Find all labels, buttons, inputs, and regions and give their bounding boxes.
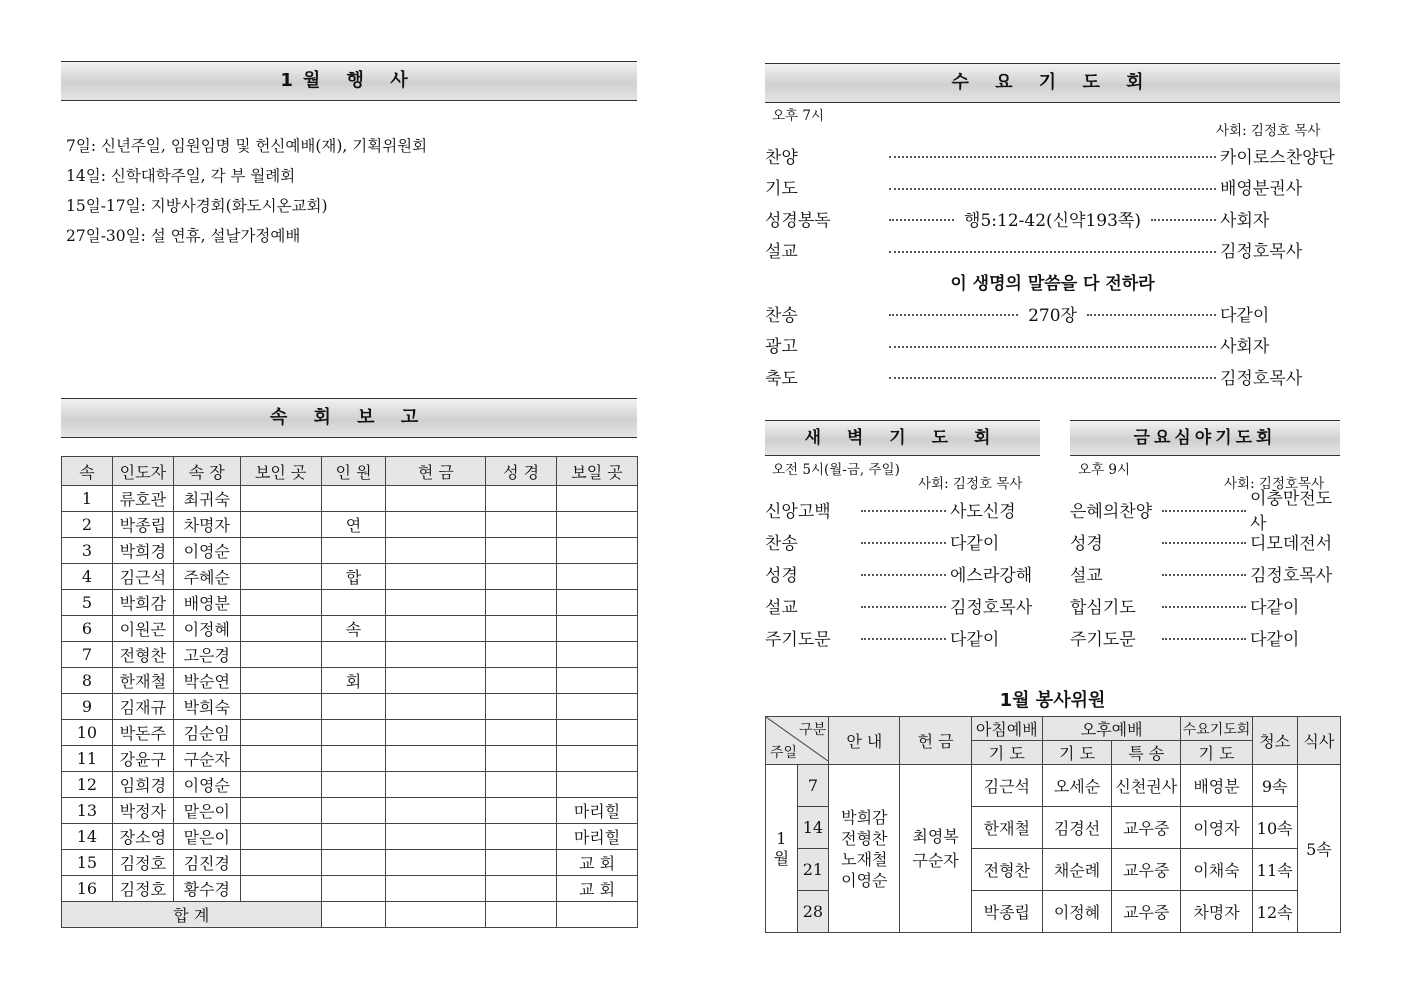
total-label: 합 계 bbox=[62, 902, 322, 928]
order-person: 다같이 bbox=[950, 629, 1000, 650]
table-cell: 채순례 bbox=[1042, 849, 1111, 891]
table-cell: 이영순 bbox=[173, 772, 240, 798]
table-cell bbox=[240, 876, 321, 902]
table-cell: 이채숙 bbox=[1181, 849, 1252, 891]
cell-report-table bbox=[61, 456, 638, 928]
table-cell bbox=[240, 824, 321, 850]
table-cell: 10 bbox=[62, 720, 113, 746]
leader-dots bbox=[861, 638, 946, 640]
table-cell: 김순임 bbox=[173, 720, 240, 746]
table-cell bbox=[240, 694, 321, 720]
table-row bbox=[62, 850, 638, 876]
col-header: 기 도 bbox=[971, 741, 1042, 765]
friday-time: 오후 9시 bbox=[1078, 462, 1131, 478]
table-cell: 교우중 bbox=[1112, 891, 1181, 933]
col-header: 보인 곳 bbox=[240, 457, 321, 486]
table-cell: 김근석 bbox=[112, 564, 173, 590]
leader-dots bbox=[861, 574, 946, 576]
col-header: 보일 곳 bbox=[557, 457, 638, 486]
table-cell: 14 bbox=[62, 824, 113, 850]
table-cell: 4 bbox=[62, 564, 113, 590]
table-cell bbox=[557, 772, 638, 798]
table-cell bbox=[557, 694, 638, 720]
table-cell bbox=[386, 772, 486, 798]
col-header: 기 도 bbox=[1042, 741, 1111, 765]
table-cell: 이영자 bbox=[1181, 807, 1252, 849]
service-header-row bbox=[766, 717, 1341, 741]
table-cell: 8 bbox=[62, 668, 113, 694]
table-cell: 9속 bbox=[1252, 765, 1297, 807]
table-cell bbox=[486, 746, 557, 772]
leader-dots bbox=[1087, 314, 1216, 316]
table-row bbox=[62, 876, 638, 902]
day-cell: 28 bbox=[797, 891, 829, 933]
order-person: 다같이 bbox=[1250, 629, 1300, 650]
table-cell: 13 bbox=[62, 798, 113, 824]
table-cell: 한재철 bbox=[112, 668, 173, 694]
table-cell: 이영순 bbox=[173, 538, 240, 564]
table-cell bbox=[486, 668, 557, 694]
table-cell bbox=[386, 538, 486, 564]
table-cell: 박종립 bbox=[112, 512, 173, 538]
table-cell: 맡은이 bbox=[173, 798, 240, 824]
table-cell bbox=[486, 642, 557, 668]
table-cell bbox=[557, 512, 638, 538]
table-cell: 류호관 bbox=[112, 486, 173, 512]
table-cell bbox=[386, 668, 486, 694]
order-line bbox=[1070, 489, 1340, 534]
order-line bbox=[765, 235, 1340, 265]
total-cell bbox=[557, 902, 638, 928]
table-cell bbox=[321, 798, 386, 824]
leader-dots bbox=[1162, 542, 1246, 544]
order-label: 광고 bbox=[765, 337, 798, 357]
order-label: 설교 bbox=[765, 242, 798, 262]
table-cell: 김경선 bbox=[1042, 807, 1111, 849]
order-line bbox=[765, 298, 1340, 328]
table-cell: 12속 bbox=[1252, 891, 1297, 933]
table-cell bbox=[240, 720, 321, 746]
table-cell bbox=[386, 486, 486, 512]
table-cell bbox=[486, 850, 557, 876]
order-label: 설교 bbox=[1070, 565, 1103, 586]
table-cell: 이원곤 bbox=[112, 616, 173, 642]
table-cell: 마리힐 bbox=[557, 798, 638, 824]
leader-dots bbox=[1162, 574, 1246, 576]
table-cell bbox=[486, 798, 557, 824]
table-cell: 연 bbox=[321, 512, 386, 538]
table-cell: 김정호 bbox=[112, 876, 173, 902]
leader-dots bbox=[861, 510, 946, 512]
order-label: 기도 bbox=[765, 179, 798, 199]
leader-dots bbox=[861, 606, 946, 608]
order-person: 사회자 bbox=[1220, 337, 1270, 357]
table-cell bbox=[240, 668, 321, 694]
table-cell: 합 bbox=[321, 564, 386, 590]
table-cell bbox=[486, 824, 557, 850]
table-cell bbox=[321, 876, 386, 902]
leader-dots bbox=[889, 156, 1216, 158]
table-row bbox=[62, 564, 638, 590]
table-cell: 마리힐 bbox=[557, 824, 638, 850]
order-line bbox=[765, 330, 1340, 360]
leader-dots bbox=[889, 314, 1018, 316]
table-cell: 한재철 bbox=[971, 807, 1042, 849]
leader-dots bbox=[889, 377, 1216, 379]
table-cell: 주혜순 bbox=[173, 564, 240, 590]
dawn-time: 오전 5시(월-금, 주일) bbox=[772, 462, 900, 478]
table-row bbox=[62, 798, 638, 824]
table-cell: 3 bbox=[62, 538, 113, 564]
total-row bbox=[62, 902, 638, 928]
order-label: 성경봉독 bbox=[765, 210, 831, 231]
order-line bbox=[765, 361, 1340, 391]
order-person: 김정호목사 bbox=[1220, 242, 1303, 262]
leader-dots bbox=[1162, 510, 1246, 512]
guide-cell: 박희감 전형찬 노재철 이영순 bbox=[829, 765, 900, 933]
table-cell bbox=[240, 616, 321, 642]
table-cell bbox=[386, 746, 486, 772]
table-cell bbox=[386, 694, 486, 720]
table-cell bbox=[240, 564, 321, 590]
events-header: 1월 행 사 bbox=[61, 61, 637, 101]
table-cell: 10속 bbox=[1252, 807, 1297, 849]
order-line bbox=[765, 558, 1040, 588]
table-cell bbox=[240, 512, 321, 538]
order-line bbox=[765, 172, 1340, 202]
order-line bbox=[1070, 590, 1340, 620]
table-cell: 장소영 bbox=[112, 824, 173, 850]
table-cell bbox=[486, 486, 557, 512]
table-cell bbox=[240, 538, 321, 564]
leader-dots bbox=[1151, 219, 1216, 221]
total-cell bbox=[321, 902, 386, 928]
table-cell bbox=[557, 538, 638, 564]
col-header: 청소 bbox=[1252, 717, 1297, 765]
order-label: 신앙고백 bbox=[765, 501, 831, 522]
order-line bbox=[765, 622, 1040, 652]
table-row bbox=[62, 772, 638, 798]
table-cell: 박희경 bbox=[112, 538, 173, 564]
table-row bbox=[62, 746, 638, 772]
table-cell bbox=[557, 590, 638, 616]
table-cell: 배영분 bbox=[173, 590, 240, 616]
table-cell: 신천권사 bbox=[1112, 765, 1181, 807]
table-cell bbox=[486, 694, 557, 720]
col-header: 식사 bbox=[1297, 717, 1340, 765]
table-cell bbox=[486, 512, 557, 538]
service-table bbox=[765, 716, 1341, 933]
col-header: 속 장 bbox=[173, 457, 240, 486]
table-cell bbox=[486, 590, 557, 616]
order-label: 주기도문 bbox=[765, 629, 831, 650]
table-cell bbox=[321, 850, 386, 876]
table-cell: 1 bbox=[62, 486, 113, 512]
table-cell bbox=[386, 798, 486, 824]
table-cell bbox=[321, 824, 386, 850]
order-label: 성경 bbox=[765, 565, 798, 586]
table-cell bbox=[321, 746, 386, 772]
order-label: 찬양 bbox=[765, 147, 798, 168]
table-cell bbox=[557, 746, 638, 772]
order-person: 배영분권사 bbox=[1220, 179, 1303, 199]
table-cell bbox=[386, 512, 486, 538]
table-cell bbox=[486, 720, 557, 746]
table-cell: 박희감 bbox=[112, 590, 173, 616]
wed-host: 사회: 김정호 목사 bbox=[1216, 123, 1321, 139]
wed-time: 오후 7시 bbox=[772, 108, 825, 124]
table-cell bbox=[557, 642, 638, 668]
leader-dots bbox=[1162, 638, 1246, 640]
table-cell: 김진경 bbox=[173, 850, 240, 876]
col-header: 기 도 bbox=[1181, 741, 1252, 765]
order-person: 김정호목사 bbox=[1220, 368, 1303, 389]
leader-dots bbox=[889, 188, 1216, 190]
table-row bbox=[62, 642, 638, 668]
table-cell bbox=[321, 486, 386, 512]
table-cell bbox=[386, 616, 486, 642]
order-label: 은혜의찬양 bbox=[1070, 501, 1153, 522]
table-cell bbox=[386, 850, 486, 876]
col-header: 헌 금 bbox=[900, 717, 971, 765]
order-label: 성경 bbox=[1070, 533, 1103, 554]
table-row bbox=[62, 538, 638, 564]
order-label: 주기도문 bbox=[1070, 629, 1136, 650]
table-cell bbox=[486, 538, 557, 564]
order-person: 사회자 bbox=[1220, 210, 1270, 231]
table-cell bbox=[240, 746, 321, 772]
table-cell: 박종립 bbox=[971, 891, 1042, 933]
wed-prayer-header: 수 요 기 도 회 bbox=[765, 63, 1340, 103]
table-cell bbox=[486, 772, 557, 798]
month-cell: 1 월 bbox=[766, 765, 798, 933]
table-cell bbox=[557, 668, 638, 694]
table-cell: 차명자 bbox=[1181, 891, 1252, 933]
total-cell bbox=[486, 902, 557, 928]
offering-cell: 최영복 구순자 bbox=[900, 765, 971, 933]
table-cell: 전형찬 bbox=[971, 849, 1042, 891]
order-line bbox=[765, 494, 1040, 524]
leader-dots bbox=[861, 542, 946, 544]
table-cell bbox=[486, 876, 557, 902]
event-item: 7일: 신년주일, 임원임명 및 헌신예배(재), 기획위원회 bbox=[66, 137, 428, 155]
friday-host: 사회: 김정호목사 bbox=[1224, 476, 1325, 492]
order-label: 찬송 bbox=[765, 305, 798, 326]
table-cell: 임희경 bbox=[112, 772, 173, 798]
table-cell: 11 bbox=[62, 746, 113, 772]
table-cell: 박순연 bbox=[173, 668, 240, 694]
order-line bbox=[1070, 526, 1340, 556]
leader-dots bbox=[889, 251, 1216, 253]
table-row bbox=[62, 668, 638, 694]
day-cell: 21 bbox=[797, 849, 829, 891]
order-line bbox=[1070, 622, 1340, 652]
table-cell: 11속 bbox=[1252, 849, 1297, 891]
table-cell: 오세순 bbox=[1042, 765, 1111, 807]
table-cell bbox=[321, 720, 386, 746]
table-cell: 16 bbox=[62, 876, 113, 902]
order-person: 에스라강해 bbox=[950, 565, 1033, 586]
table-cell bbox=[557, 486, 638, 512]
table-cell: 회 bbox=[321, 668, 386, 694]
table-cell: 15 bbox=[62, 850, 113, 876]
table-cell bbox=[240, 772, 321, 798]
table-cell bbox=[321, 642, 386, 668]
table-cell bbox=[386, 720, 486, 746]
col-header: 현 금 bbox=[386, 457, 486, 486]
order-person: 사도신경 bbox=[950, 501, 1016, 522]
order-person: 김정호목사 bbox=[950, 597, 1033, 618]
table-cell bbox=[486, 616, 557, 642]
event-item: 15일-17일: 지방사경회(화도시온교회) bbox=[66, 197, 328, 215]
event-item: 14일: 신학대학주일, 각 부 월례회 bbox=[66, 167, 296, 185]
table-cell bbox=[240, 486, 321, 512]
table-cell: 박정자 bbox=[112, 798, 173, 824]
table-cell: 김근석 bbox=[971, 765, 1042, 807]
table-cell: 2 bbox=[62, 512, 113, 538]
col-header: 특 송 bbox=[1112, 741, 1181, 765]
table-row bbox=[62, 486, 638, 512]
table-cell: 6 bbox=[62, 616, 113, 642]
table-cell bbox=[386, 564, 486, 590]
table-cell: 전형찬 bbox=[112, 642, 173, 668]
table-cell bbox=[386, 642, 486, 668]
table-row bbox=[62, 824, 638, 850]
col-header: 속 bbox=[62, 457, 113, 486]
order-person: 카이로스찬양단 bbox=[1220, 147, 1335, 168]
table-cell: 박희숙 bbox=[173, 694, 240, 720]
table-cell bbox=[240, 850, 321, 876]
col-header: 아침예배 bbox=[971, 717, 1042, 741]
table-cell: 교 회 bbox=[557, 850, 638, 876]
order-person: 이충만전도사 bbox=[1250, 489, 1333, 534]
table-cell: 이정혜 bbox=[173, 616, 240, 642]
table-cell: 12 bbox=[62, 772, 113, 798]
col-header: 안 내 bbox=[829, 717, 900, 765]
total-cell bbox=[386, 902, 486, 928]
table-cell bbox=[557, 564, 638, 590]
table-cell: 속 bbox=[321, 616, 386, 642]
order-person: 김정호목사 bbox=[1250, 565, 1333, 586]
table-cell bbox=[557, 616, 638, 642]
table-row bbox=[62, 694, 638, 720]
order-person: 디모데전서 bbox=[1250, 533, 1333, 554]
table-cell bbox=[321, 538, 386, 564]
table-cell: 김재규 bbox=[112, 694, 173, 720]
table-cell: 배영분 bbox=[1181, 765, 1252, 807]
friday-prayer-header: 금요심야기도회 bbox=[1070, 420, 1340, 456]
cell-report-header: 속 회 보 고 bbox=[61, 398, 637, 438]
col-header: 인도자 bbox=[112, 457, 173, 486]
table-cell bbox=[240, 642, 321, 668]
table-cell: 김정호 bbox=[112, 850, 173, 876]
table-row bbox=[62, 720, 638, 746]
order-line bbox=[765, 203, 1340, 233]
table-cell bbox=[240, 590, 321, 616]
table-cell: 황수경 bbox=[173, 876, 240, 902]
table-row bbox=[62, 590, 638, 616]
order-label: 설교 bbox=[765, 597, 798, 618]
table-cell bbox=[321, 590, 386, 616]
table-cell bbox=[557, 720, 638, 746]
order-detail: 270장 bbox=[1028, 305, 1077, 326]
table-row bbox=[62, 512, 638, 538]
table-cell: 강윤구 bbox=[112, 746, 173, 772]
order-person: 다같이 bbox=[950, 533, 1000, 554]
table-cell: 최귀숙 bbox=[173, 486, 240, 512]
dawn-host: 사회: 김정호 목사 bbox=[918, 476, 1023, 492]
col-header: 성 경 bbox=[486, 457, 557, 486]
dawn-prayer-header: 새 벽 기 도 회 bbox=[765, 420, 1040, 456]
day-cell: 14 bbox=[797, 807, 829, 849]
day-cell: 7 bbox=[797, 765, 829, 807]
order-line bbox=[1070, 558, 1340, 588]
table-cell bbox=[321, 772, 386, 798]
table-cell: 고은경 bbox=[173, 642, 240, 668]
order-person: 다같이 bbox=[1250, 597, 1300, 618]
table-cell: 5 bbox=[62, 590, 113, 616]
col-header: 수요기도회 bbox=[1181, 717, 1252, 741]
table-cell: 교우중 bbox=[1112, 807, 1181, 849]
col-header: 인 원 bbox=[321, 457, 386, 486]
table-cell bbox=[386, 876, 486, 902]
table-header-row bbox=[62, 457, 638, 486]
order-person: 다같이 bbox=[1220, 305, 1270, 326]
leader-dots bbox=[889, 346, 1216, 348]
table-cell: 구순자 bbox=[173, 746, 240, 772]
table-cell: 맡은이 bbox=[173, 824, 240, 850]
order-label: 축도 bbox=[765, 368, 798, 389]
service-title: 1월 봉사위원 bbox=[999, 690, 1106, 711]
table-cell: 9 bbox=[62, 694, 113, 720]
table-cell bbox=[386, 824, 486, 850]
table-cell bbox=[486, 564, 557, 590]
table-cell: 이정혜 bbox=[1042, 891, 1111, 933]
table-cell bbox=[321, 694, 386, 720]
table-cell: 박돈주 bbox=[112, 720, 173, 746]
order-line bbox=[765, 140, 1340, 170]
event-item: 27일-30일: 설 연휴, 설날가정예배 bbox=[66, 227, 301, 245]
corner-top: 구분 bbox=[799, 722, 827, 738]
table-row bbox=[62, 616, 638, 642]
sermon-title: 이 생명의 말씀을 다 전하라 bbox=[950, 274, 1155, 294]
order-line bbox=[765, 590, 1040, 620]
order-detail: 행5:12-42(신약193쪽) bbox=[964, 210, 1141, 231]
order-label: 찬송 bbox=[765, 533, 798, 554]
table-cell bbox=[240, 798, 321, 824]
col-header: 오후예배 bbox=[1042, 717, 1180, 741]
table-row bbox=[766, 765, 1341, 807]
order-line bbox=[765, 526, 1040, 556]
meal-cell: 5속 bbox=[1297, 765, 1340, 933]
table-cell: 7 bbox=[62, 642, 113, 668]
table-cell bbox=[386, 590, 486, 616]
corner-bottom: 주일 bbox=[770, 745, 798, 761]
table-cell: 교우중 bbox=[1112, 849, 1181, 891]
order-label: 합심기도 bbox=[1070, 597, 1136, 618]
table-cell: 교 회 bbox=[557, 876, 638, 902]
table-cell: 차명자 bbox=[173, 512, 240, 538]
corner-cell bbox=[766, 717, 829, 765]
leader-dots bbox=[889, 219, 954, 221]
leader-dots bbox=[1162, 606, 1246, 608]
